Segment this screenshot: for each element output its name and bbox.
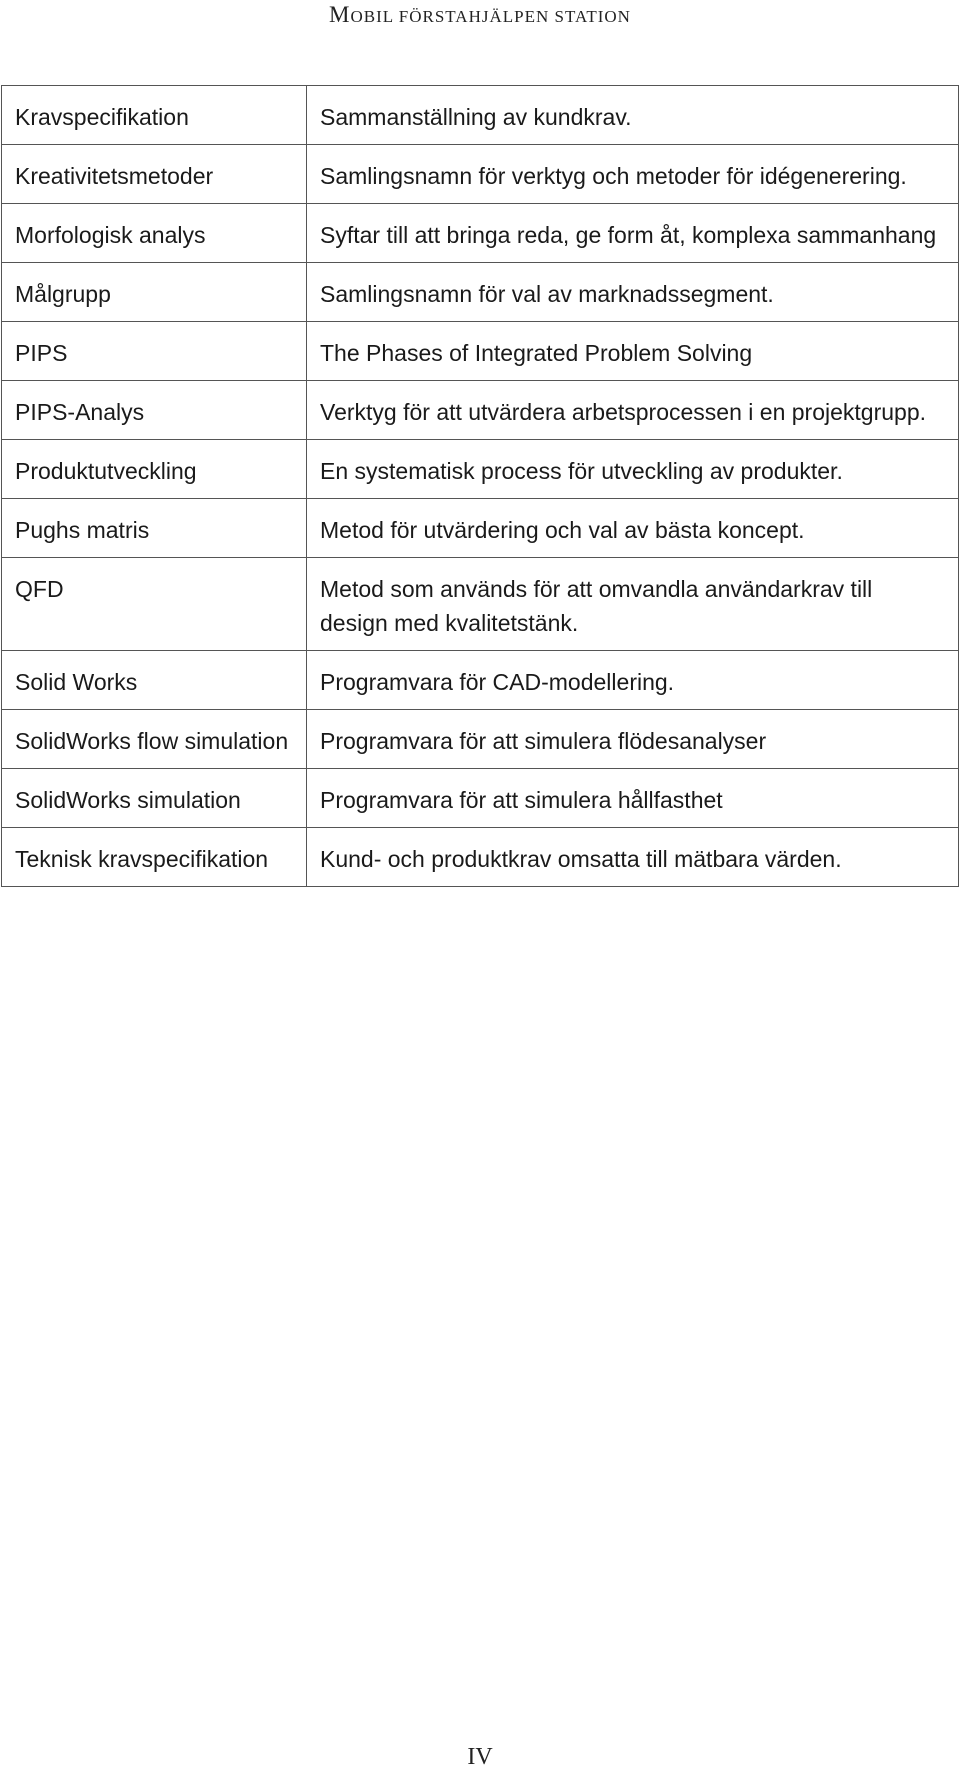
- table-row: [2, 769, 959, 828]
- term-cell: PIPS: [2, 322, 307, 381]
- table-row: [2, 86, 959, 145]
- table-row: [2, 440, 959, 499]
- table-row: [2, 828, 959, 887]
- definition-cell: Samlingsnamn för val av marknadssegment.: [307, 263, 959, 322]
- definition-cell: En systematisk process för utveckling av produkter.: [307, 440, 959, 499]
- term-cell: QFD: [2, 558, 307, 651]
- term-cell: Produktutveckling: [2, 440, 307, 499]
- definition-cell: Metod för utvärdering och val av bästa koncept.: [307, 499, 959, 558]
- definition-cell: Samlingsnamn för verktyg och metoder för idégenerering.: [307, 145, 959, 204]
- header-initial: M: [329, 2, 351, 27]
- definition-cell: Verktyg för att utvärdera arbetsprocessen i en projektgrupp.: [307, 381, 959, 440]
- term-cell: Kravspecifikation: [2, 86, 307, 145]
- page-header: [0, 0, 960, 30]
- term-cell: Teknisk kravspecifikation: [2, 828, 307, 887]
- definition-cell: Metod som används för att omvandla användarkrav till design med kvalitetstänk.: [307, 558, 959, 651]
- definition-cell: The Phases of Integrated Problem Solving: [307, 322, 959, 381]
- table-row: [2, 558, 959, 651]
- definition-cell: Sammanställning av kundkrav.: [307, 86, 959, 145]
- table-row: [2, 145, 959, 204]
- table-row: [2, 381, 959, 440]
- term-cell: Kreativitetsmetoder: [2, 145, 307, 204]
- glossary-table: [1, 85, 959, 887]
- definition-cell: Programvara för att simulera flödesanalyser: [307, 710, 959, 769]
- term-cell: Morfologisk analys: [2, 204, 307, 263]
- header-rest: OBIL FÖRSTAHJÄLPEN STATION: [350, 7, 631, 26]
- page-number: IV: [467, 1744, 493, 1770]
- term-cell: Pughs matris: [2, 499, 307, 558]
- definition-cell: Kund- och produktkrav omsatta till mätbara värden.: [307, 828, 959, 887]
- table-row: [2, 710, 959, 769]
- term-cell: SolidWorks simulation: [2, 769, 307, 828]
- definition-cell: Syftar till att bringa reda, ge form åt, komplexa sammanhang: [307, 204, 959, 263]
- definition-cell: Programvara för CAD-modellering.: [307, 651, 959, 710]
- table-row: [2, 651, 959, 710]
- table-row: [2, 263, 959, 322]
- term-cell: Målgrupp: [2, 263, 307, 322]
- table-row: [2, 322, 959, 381]
- definition-cell: Programvara för att simulera hållfasthet: [307, 769, 959, 828]
- table-row: [2, 204, 959, 263]
- table-row: [2, 499, 959, 558]
- term-cell: SolidWorks flow simulation: [2, 710, 307, 769]
- term-cell: Solid Works: [2, 651, 307, 710]
- term-cell: PIPS-Analys: [2, 381, 307, 440]
